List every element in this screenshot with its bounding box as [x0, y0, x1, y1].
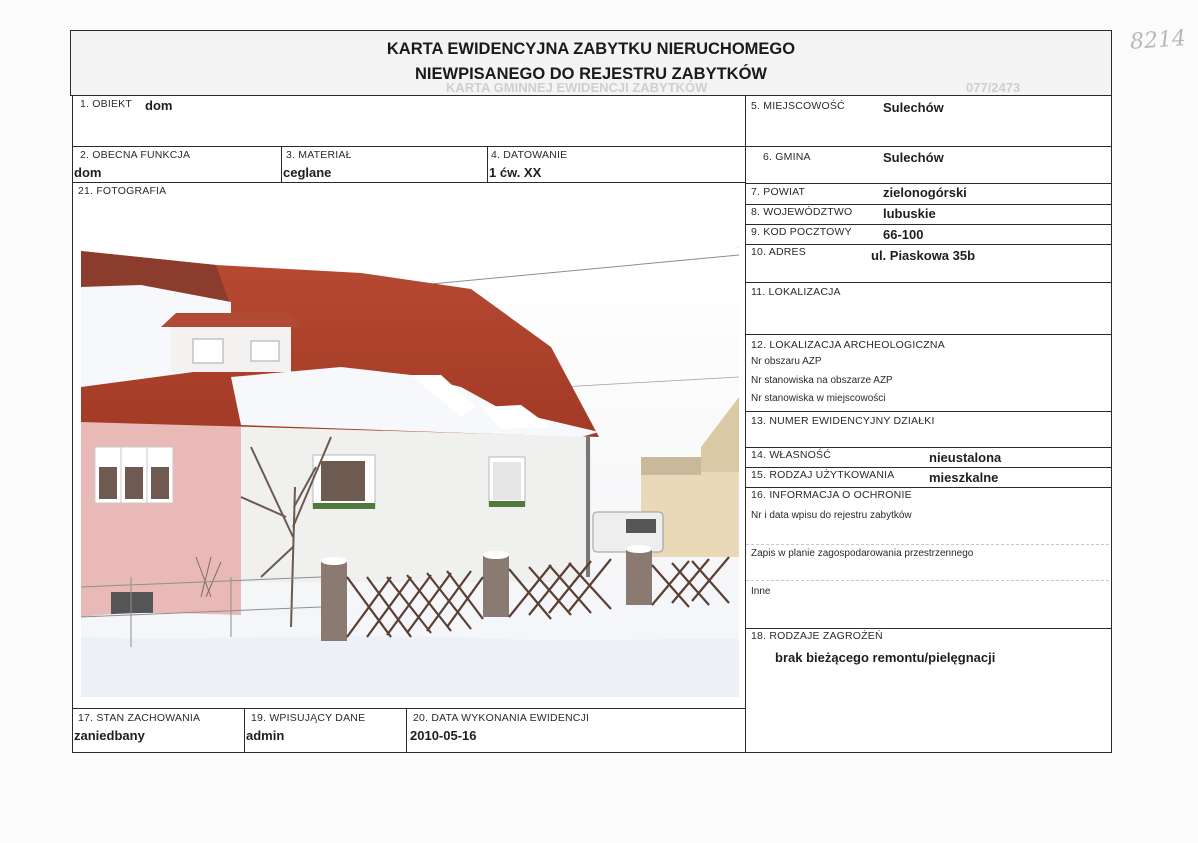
field-datowanie	[487, 146, 747, 183]
field-value: zaniedbany	[74, 728, 145, 743]
field-wpisujacy	[244, 708, 408, 753]
field-value: ul. Piaskowa 35b	[871, 248, 976, 263]
field-label: 10. ADRES	[751, 246, 806, 258]
field-label: 5. MIEJSCOWOŚĆ	[751, 100, 845, 112]
field-kod	[745, 224, 1112, 245]
field-label: 7. POWIAT	[751, 186, 806, 198]
page-number: 8214	[1129, 26, 1187, 55]
field-value: 66-100	[883, 227, 924, 242]
ochrona-line: Inne	[751, 586, 771, 597]
field-label: 4. DATOWANIE	[491, 149, 568, 161]
field-label: 16. INFORMACJA O OCHRONIE	[751, 489, 912, 501]
field-value: Sulechów	[883, 150, 944, 165]
field-material	[281, 146, 489, 183]
house-photo	[81, 247, 739, 697]
field-wojewodztwo	[745, 204, 1112, 225]
field-obiekt	[72, 95, 747, 147]
field-value: 2010-05-16	[410, 728, 477, 743]
field-dzialka	[745, 411, 1112, 448]
field-label: 6. GMINA	[763, 151, 811, 163]
field-funkcja	[72, 146, 283, 183]
field-label: 20. DATA WYKONANIA EWIDENCJI	[413, 712, 590, 724]
ghost-form-title: KARTA GMINNEJ EWIDENCJI ZABYTKÓW	[446, 80, 708, 95]
title-box	[70, 30, 1112, 96]
field-miejscowosc	[745, 95, 1112, 147]
field-label: 17. STAN ZACHOWANIA	[78, 712, 201, 724]
archeo-line: Nr stanowiska na obszarze AZP	[751, 375, 893, 386]
field-uzytkowanie	[745, 467, 1112, 488]
page-title-line2: NIEWPISANEGO DO REJESTRU ZABYTKÓW	[414, 65, 768, 83]
field-label: 21. FOTOGRAFIA	[78, 185, 167, 197]
field-value: mieszkalne	[929, 470, 999, 485]
ochrona-line: Zapis w planie zagospodarowania przestrzennego	[751, 548, 974, 559]
field-value: Sulechów	[883, 100, 944, 115]
field-label: 12. LOKALIZACJA ARCHEOLOGICZNA	[751, 339, 945, 351]
page-title-line1: KARTA EWIDENCYJNA ZABYTKU NIERUCHOMEGO	[386, 40, 796, 58]
field-label: 18. RODZAJE ZAGROŻEŃ	[751, 630, 883, 642]
field-value: zielonogórski	[883, 185, 967, 200]
ochrona-line: Nr i data wpisu do rejestru zabytków	[751, 510, 912, 521]
field-data	[406, 708, 747, 753]
field-label: 11. LOKALIZACJA	[751, 286, 841, 298]
field-archeo	[745, 334, 1112, 412]
archeo-line: Nr stanowiska w miejscowości	[751, 393, 886, 404]
archeo-line: Nr obszaru AZP	[751, 356, 822, 367]
field-value: nieustalona	[929, 450, 1002, 465]
field-stan	[72, 708, 246, 753]
divider	[746, 544, 1109, 545]
field-label: 8. WOJEWÓDZTWO	[751, 206, 853, 218]
field-label: 2. OBECNA FUNKCJA	[80, 149, 191, 161]
field-label: 19. WPISUJĄCY DANE	[251, 712, 366, 724]
field-ochrona	[745, 487, 1112, 629]
field-gmina	[745, 146, 1112, 184]
ghost-form-number: 077/2473	[966, 80, 1021, 95]
field-value: 1 ćw. XX	[489, 165, 542, 180]
field-label: 3. MATERIAŁ	[286, 149, 352, 161]
field-value: dom	[74, 165, 102, 180]
field-adres	[745, 244, 1112, 283]
field-value: lubuskie	[883, 206, 936, 221]
photo-cell	[72, 182, 747, 709]
field-value: dom	[145, 98, 173, 113]
field-label: 15. RODZAJ UŻYTKOWANIA	[751, 469, 895, 481]
field-label: 9. KOD POCZTOWY	[751, 226, 852, 238]
field-value: brak bieżącego remontu/pielęgnacji	[775, 650, 996, 665]
divider	[746, 580, 1109, 581]
field-zagrozenia	[745, 628, 1112, 753]
field-value: ceglane	[283, 165, 332, 180]
field-lokalizacja	[745, 282, 1112, 335]
field-powiat	[745, 183, 1112, 205]
field-label: 1. OBIEKT	[80, 98, 132, 110]
field-label: 14. WŁASNOŚĆ	[751, 449, 832, 461]
field-wlasnosc	[745, 447, 1112, 468]
field-value: admin	[246, 728, 285, 743]
field-label: 13. NUMER EWIDENCYJNY DZIAŁKI	[751, 415, 935, 427]
